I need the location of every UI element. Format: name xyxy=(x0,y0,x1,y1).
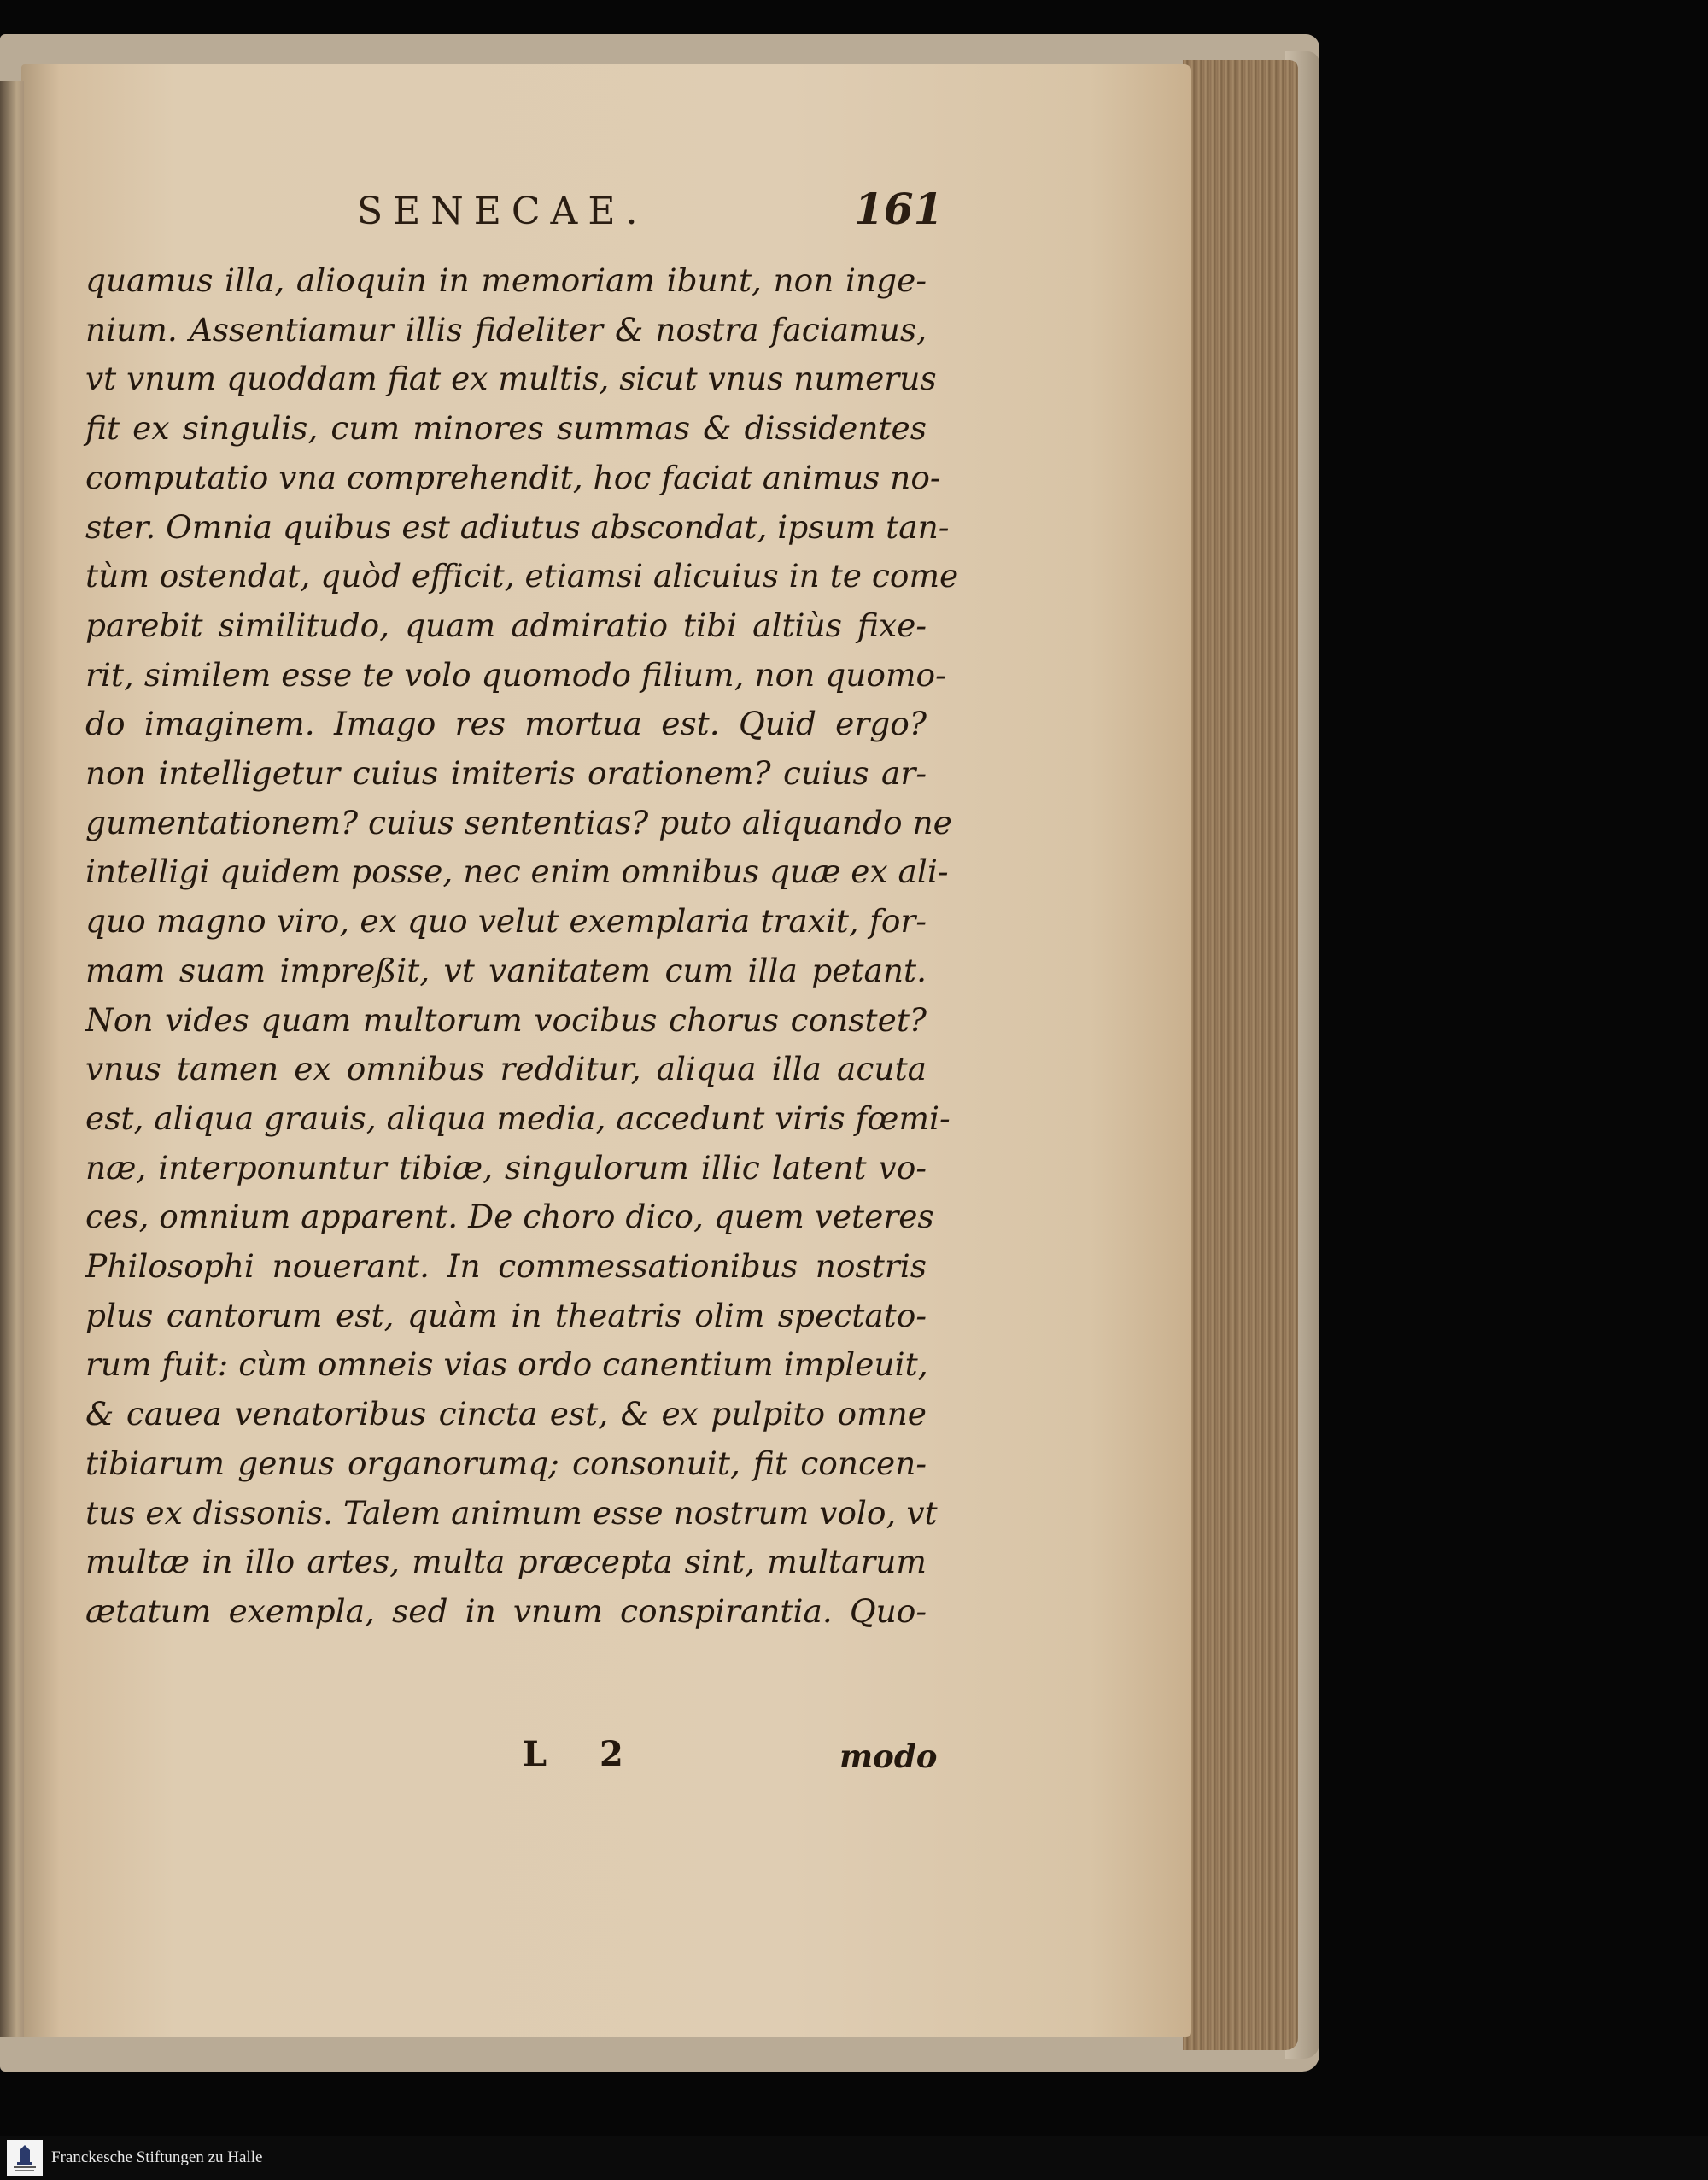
running-head: SENECAE. xyxy=(357,190,648,233)
text-line: do imaginem. Imago res mortua est. Quid ergo? xyxy=(85,705,927,743)
text-line: ster. Omnia quibus est adiutus abscondat, ipsum tan- xyxy=(85,507,950,546)
text-line: computatio vna comprehendit, hoc faciat animus no- xyxy=(85,458,941,496)
signature-mark: L 2 xyxy=(523,1734,644,1774)
text-line: tibiarum genus organorumq; consonuit, fit concen- xyxy=(85,1444,927,1482)
text-line: nium. Assentiamur illis fideliter & nostra faciamus, xyxy=(85,310,927,349)
text-line: ces, omnium apparent. De choro dico, quem veteres xyxy=(85,1198,934,1236)
text-line: næ, interponuntur tibiæ, singulorum illic latent vo- xyxy=(85,1148,927,1187)
institution-name: Franckesche Stiftungen zu Halle xyxy=(51,2148,263,2166)
gutter xyxy=(0,81,24,2037)
text-line: & cauea venatoribus cincta est, & ex pulpito omne xyxy=(85,1395,927,1433)
text-line: fit ex singulis, cum minores summas & dissidentes xyxy=(85,409,927,448)
text-line: parebit similitudo, quam admiratio tibi altiùs fixe- xyxy=(85,606,927,644)
text-line: vnus tamen ex omnibus redditur, aliqua illa acuta xyxy=(85,1050,927,1088)
text-line: tus ex dissonis. Talem animum esse nostrum volo, vt xyxy=(85,1493,938,1532)
text-line: Philosophi nouerant. In commessationibus nostris xyxy=(85,1247,927,1286)
page-number: 161 xyxy=(854,184,944,234)
text-line: plus cantorum est, quàm in theatris olim spectato- xyxy=(85,1296,927,1334)
body-text xyxy=(85,256,959,1637)
text-line: ætatum exempla, sed in vnum conspirantia. Quo- xyxy=(85,1591,927,1630)
text-line: multæ in illo artes, multa præcepta sint, multarum xyxy=(85,1543,927,1581)
institution-logo-icon xyxy=(7,2140,43,2176)
text-line: Non vides quam multorum vocibus chorus constet? xyxy=(85,1000,927,1039)
text-line: est, aliqua grauis, aliqua media, accedunt viris fœmi- xyxy=(85,1099,951,1137)
text-line: intelligi quidem posse, nec enim omnibus quæ ex ali- xyxy=(85,853,949,891)
footer-bar xyxy=(0,2136,1708,2180)
catchword: modo xyxy=(839,1738,938,1775)
text-line: vt vnum quoddam fiat ex multis, sicut vnus numerus xyxy=(85,360,937,398)
text-line: quamus illa, alioquin in memoriam ibunt, non inge- xyxy=(85,261,927,299)
text-line: quo magno viro, ex quo velut exemplaria traxit, for- xyxy=(85,902,927,941)
text-line: rum fuit: cùm omneis vias ordo canentium impleuit, xyxy=(85,1345,928,1384)
page-edges xyxy=(1183,60,1298,2050)
text-line: non intelligetur cuius imiteris orationem? cuius ar- xyxy=(85,754,927,793)
text-line: rit, similem esse te volo quomodo filium, non quomo- xyxy=(85,655,946,694)
text-line: mam suam impreßit, vt vanitatem cum illa petant. xyxy=(85,951,927,989)
text-line: gumentationem? cuius sententias? puto aliquando ne xyxy=(85,803,952,841)
text-line: tùm ostendat, quòd efficit, etiamsi alicuius in te come xyxy=(85,557,959,595)
